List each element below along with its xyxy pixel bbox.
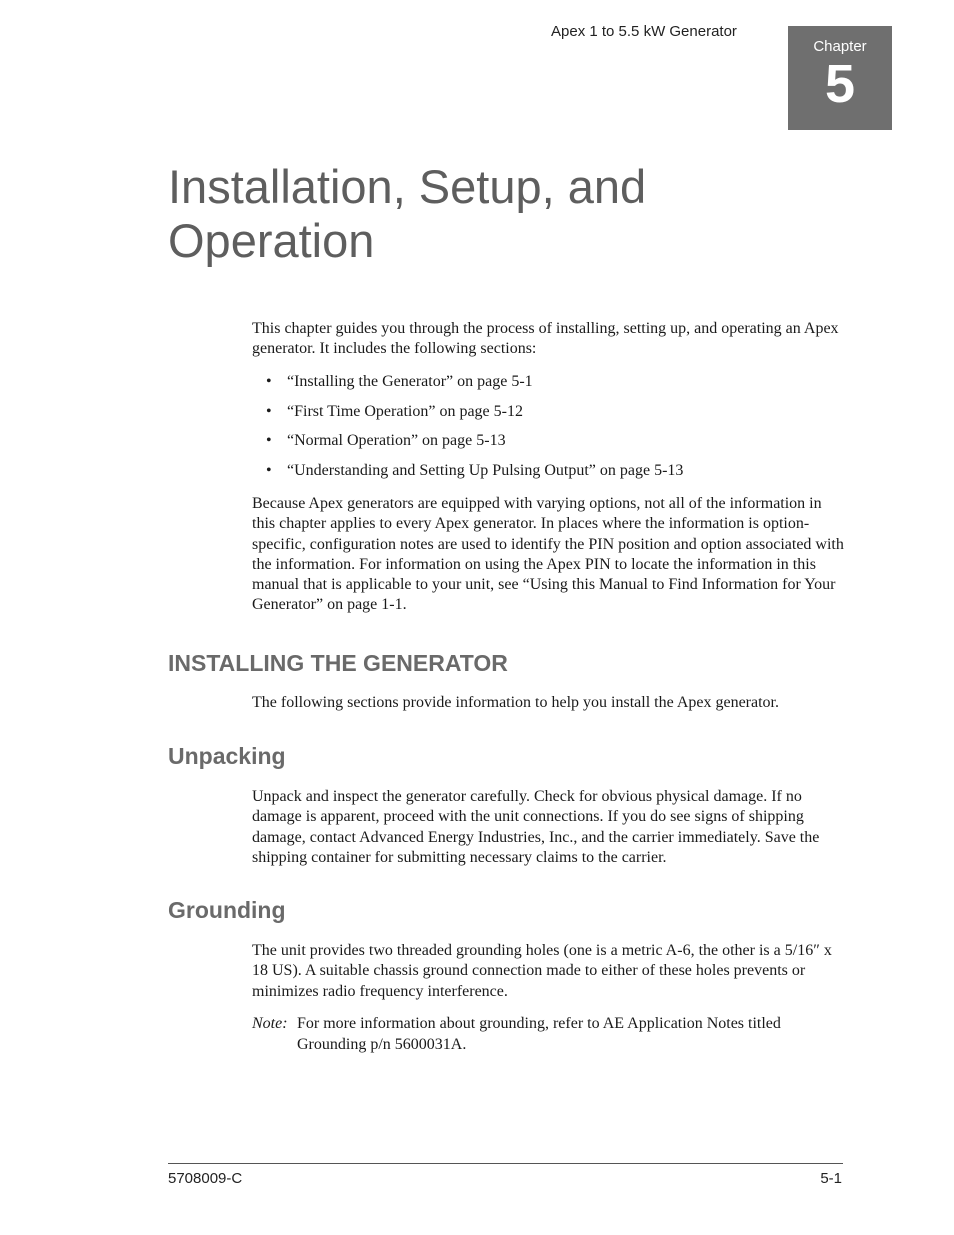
chapter-label: Chapter [813,38,867,55]
footer-doc-number: 5708009-C [168,1170,243,1187]
section-list-item: • “First Time Operation” on page 5-12 [266,402,846,432]
options-paragraph: Because Apex generators are equipped with varying options, not all of the information in this chapter applies to every Apex generator. In places where the information is option-specific, configuration notes are used to identify the PIN position and option associated with the information. For information on using the Apex PIN to locate the information in this manual that is applicable to your unit, see “Using this Manual to Find Information for Your Generator” on page 1-1. [252,495,844,614]
section-list-item: • “Understanding and Setting Up Pulsing Output” on page 5-13 [266,461,846,491]
section-list [266,372,846,491]
unpacking-paragraph: Unpack and inspect the generator carefully. Check for obvious physical damage. If no damage is apparent, proceed with the unit connections. If you do see signs of shipping damage, contact Advanced Energy Industries, Inc., and the carrier immediately. Save the shipping container for submitting necessary claims to the carrier. [252,788,820,866]
section-list-item: • “Normal Operation” on page 5-13 [266,431,846,461]
chapter-tab [788,26,892,130]
unpacking-heading: Unpacking [168,743,286,769]
installing-paragraph: The following sections provide information to help you install the Apex generator. [252,694,779,711]
intro-paragraph: This chapter guides you through the process of installing, setting up, and operating an Apex generator. It includes the following sections: [252,320,839,358]
running-header: Apex 1 to 5.5 kW Generator [551,23,737,40]
note-text: For more information about grounding, refer to AE Application Notes titled Grounding p/n 5600031A. [297,1015,781,1053]
page-title: Installation, Setup, and Operation [168,160,647,267]
footer-page-number: 5-1 [820,1170,842,1187]
grounding-heading: Grounding [168,897,286,923]
grounding-note [252,1014,844,1055]
installing-heading: INSTALLING THE GENERATOR [168,650,508,676]
footer-rule [168,1163,843,1164]
grounding-paragraph: The unit provides two threaded grounding holes (one is a metric A-6, the other is a 5/16″ x 18 US). A suitable chassis ground connection made to either of these holes prevents or minimizes radio frequency interference. [252,942,832,1000]
chapter-number: 5 [824,54,856,114]
note-label: Note: [252,1015,288,1032]
section-list-item: • “Installing the Generator” on page 5-1 [266,372,846,402]
